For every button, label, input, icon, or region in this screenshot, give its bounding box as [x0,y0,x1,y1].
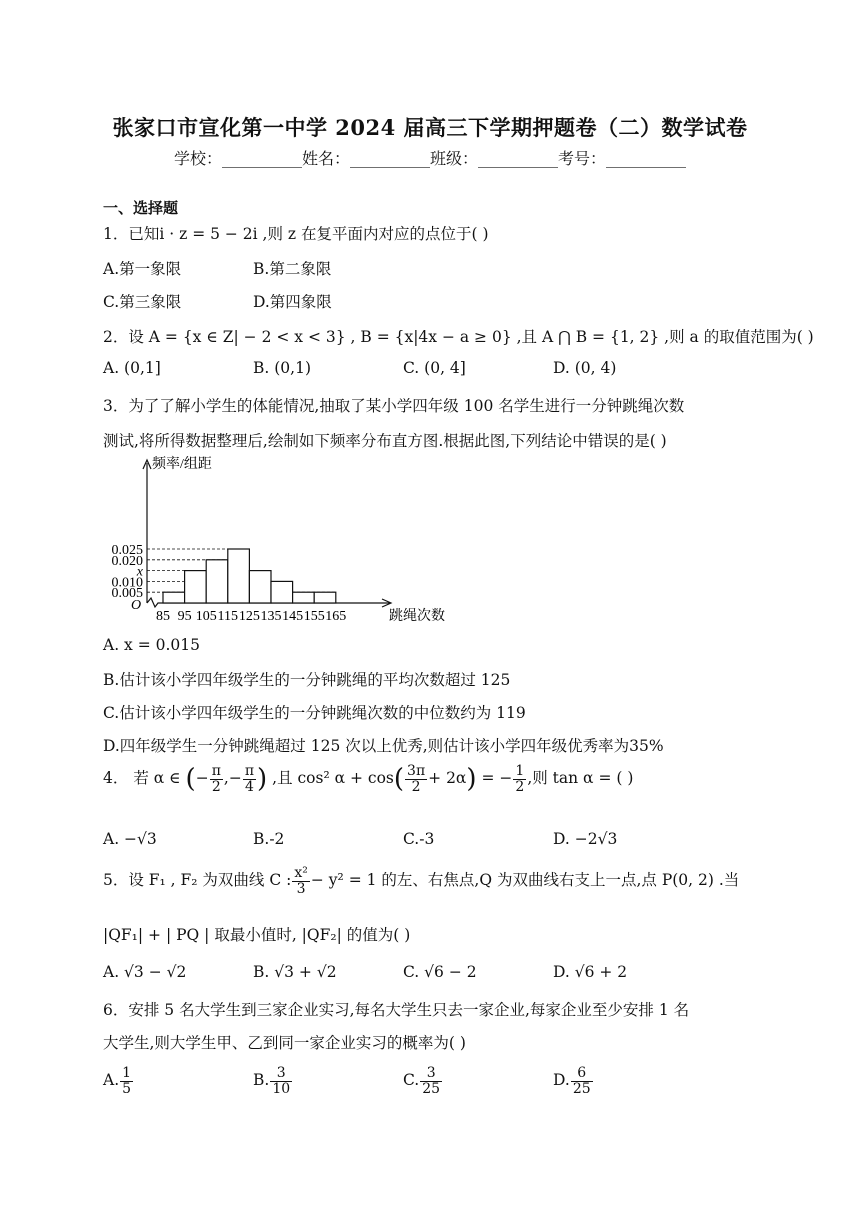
q3-option-b: B.估计该小学四年级学生的一分钟跳绳的平均次数超过 125 [103,671,511,689]
exam-title: 张家口市宣化第一中学 2024 届高三下学期押题卷（二）数学试卷 [112,115,748,140]
q2-option-a: A. (0,1] [103,359,161,377]
q4-frac3-num: 3π [407,763,426,779]
q6-d-prefix: D. [553,1071,570,1090]
q4-frac4-den: 2 [515,778,525,795]
q4-option-a: A. −√3 [103,830,157,848]
q4-paren-close: ) [257,764,268,795]
q4-text-3: + 2α [428,769,467,788]
q2-option-d: D. (0, 4) [553,359,617,377]
histogram-bar [271,581,293,603]
q6-b-den: 10 [272,1080,291,1097]
histogram-bar [293,592,315,603]
q6-c-frac [420,1066,442,1096]
q4-paren-open: ( [185,764,196,795]
histogram-bar [249,571,271,603]
q4-option-c: C.-3 [403,830,435,848]
q4-frac3-den: 2 [411,778,421,795]
histogram-bar [185,571,207,603]
q4-frac-pi-4 [243,764,256,794]
q6-stem-line2: 大学生,则大学生甲、乙到同一家企业实习的概率为( ) [103,1034,466,1052]
student-info-line: 学校：__________姓名：__________班级：__________考号：__________ [173,149,686,168]
q4-label: 4． [103,769,129,788]
histogram-bar [314,592,336,603]
q4-frac1-num: π [211,763,221,779]
q5-frac-x2-3 [292,866,310,896]
q6-option-b [253,1066,293,1096]
q6-c-num: 3 [420,1066,442,1082]
q4-option-b: B.-2 [253,830,285,848]
x-axis-label: 跳绳次数 [389,609,445,624]
q4-text-4: = − [481,769,513,788]
x-tick-label: 165 [325,609,347,624]
y-tick-label: 0.010 [111,575,143,591]
q2-stem: 2．设 A = {x ∈ Z| − 2 < x < 3} , B = {x|4x − a ≥ 0} ,且 A ⋂ B = {1, 2} ,则 a 的取值范围为( ) [103,328,814,346]
q4-text-5: ,则 tan α = ( ) [527,769,634,788]
q4-paren-close-2: ) [466,764,477,795]
q5-option-d: D. √6 + 2 [553,963,628,981]
q5-text-1: 5．设 F₁ , F₂ 为双曲线 C : [103,871,292,890]
q4-text-1: 若 α ∈ [133,769,181,788]
q5-stem-line1 [103,866,739,896]
q3-stem-line1: 3．为了了解小学生的体能情况,抽取了某小学四年级 100 名学生进行一分钟跳绳次数 [103,397,685,415]
q3-option-c: C.估计该小学四年级学生的一分钟跳绳次数的中位数约为 119 [103,704,526,722]
q4-minus-2: − [228,769,242,788]
x-tick-label: 155 [303,609,325,624]
q1-stem: 1．已知i · z = 5 − 2i ,则 z 在复平面内对应的点位于( ) [103,225,489,243]
x-tick-label: 105 [195,609,217,624]
y-tick-label: 0.020 [111,553,143,569]
histogram-bar [228,549,250,603]
q4-text-2: ,且 cos² α + cos [272,769,394,788]
q2-option-b: B. (0,1) [253,359,311,377]
q4-frac1-den: 2 [211,778,221,795]
q3-stem-line2: 测试,将所得数据整理后,绘制如下频率分布直方图.根据此图,下列结论中错误的是( ) [103,432,667,450]
q5-stem-line2: |QF₁| + | PQ | 取最小值时, |QF₂| 的值为( ) [103,926,411,944]
q5-option-a: A. √3 − √2 [103,963,187,981]
section-heading: 一、选择题 [103,199,179,217]
q6-a-frac [120,1066,133,1096]
q1-option-b: B.第二象限 [253,260,332,278]
q6-a-num: 1 [122,1065,132,1081]
q6-option-a [103,1066,134,1096]
q4-stem: 4． 若 α ∈ (− $\frac{\pi}{2}$ ,− $\frac{\pi}{4}$ ) ,且 cos² α + cos( $\frac{3\pi}{2}$ + 2α) = − $\frac{1}{2}$ ,则 tan α = ( ) [103,763,634,795]
q6-b-frac [270,1066,292,1096]
q1-option-c: C.第三象限 [103,293,182,311]
x-tick-label: 115 [217,609,239,624]
y-tick-label: x [136,564,143,580]
y-tick-label: 0.025 [111,543,143,558]
histogram [100,455,460,630]
q1-option-a: A.第一象限 [103,260,182,278]
q4-frac4-num: 1 [515,763,525,779]
q6-d-den: 25 [572,1080,591,1097]
q6-c-prefix: C. [403,1071,420,1090]
q4-option-d: D. −2√3 [553,830,618,848]
q6-b-prefix: B. [253,1071,270,1090]
q5-text-2: − y² = 1 的左、右焦点,Q 为双曲线右支上一点,点 P(0, 2) .当 [310,871,740,890]
q4-frac-3pi-2 [405,764,427,794]
q4-frac2-den: 4 [244,778,254,795]
q4-frac-1-2 [513,764,526,794]
q6-option-d [553,1066,594,1096]
origin-label: O [131,598,142,613]
y-axis-label: 频率/组距 [152,457,212,472]
x-tick-label: 125 [238,609,260,624]
q5-frac-num: x² [294,865,308,881]
q1-option-d: D.第四象限 [253,293,332,311]
q4-paren-open-2: ( [393,764,405,795]
q5-option-c: C. √6 − 2 [403,963,477,981]
q3-option-a: A. x = 0.015 [103,636,201,654]
x-tick-label: 145 [282,609,304,624]
q6-a-den: 5 [122,1080,132,1097]
x-tick-label: 135 [260,609,282,624]
q6-c-den: 25 [422,1080,441,1097]
q3-option-d: D.四年级学生一分钟跳绳超过 125 次以上优秀,则估计该小学四年级优秀率为35% [103,737,664,755]
q6-option-c [403,1066,443,1096]
q4-minus-1: − [195,769,209,788]
q6-d-frac [571,1066,593,1096]
x-tick-label: 85 [156,609,170,624]
q6-a-prefix: A. [103,1071,120,1090]
q6-b-num: 3 [270,1066,292,1082]
x-tick-label: 95 [177,609,192,624]
q5-option-b: B. √3 + √2 [253,963,337,981]
q6-d-num: 6 [571,1066,593,1082]
q4-frac-pi-2 [210,764,223,794]
q4-frac2-num: π [244,763,255,779]
histogram-bar [206,560,228,603]
y-tick-label: 0.005 [111,586,143,602]
histogram-bar [163,592,185,603]
q6-stem-line1: 6．安排 5 名大学生到三家企业实习,每名大学生只去一家企业,每家企业至少安排 1 名 [103,1001,690,1019]
q2-option-c: C. (0, 4] [403,359,466,377]
q5-frac-den: 3 [296,880,306,897]
